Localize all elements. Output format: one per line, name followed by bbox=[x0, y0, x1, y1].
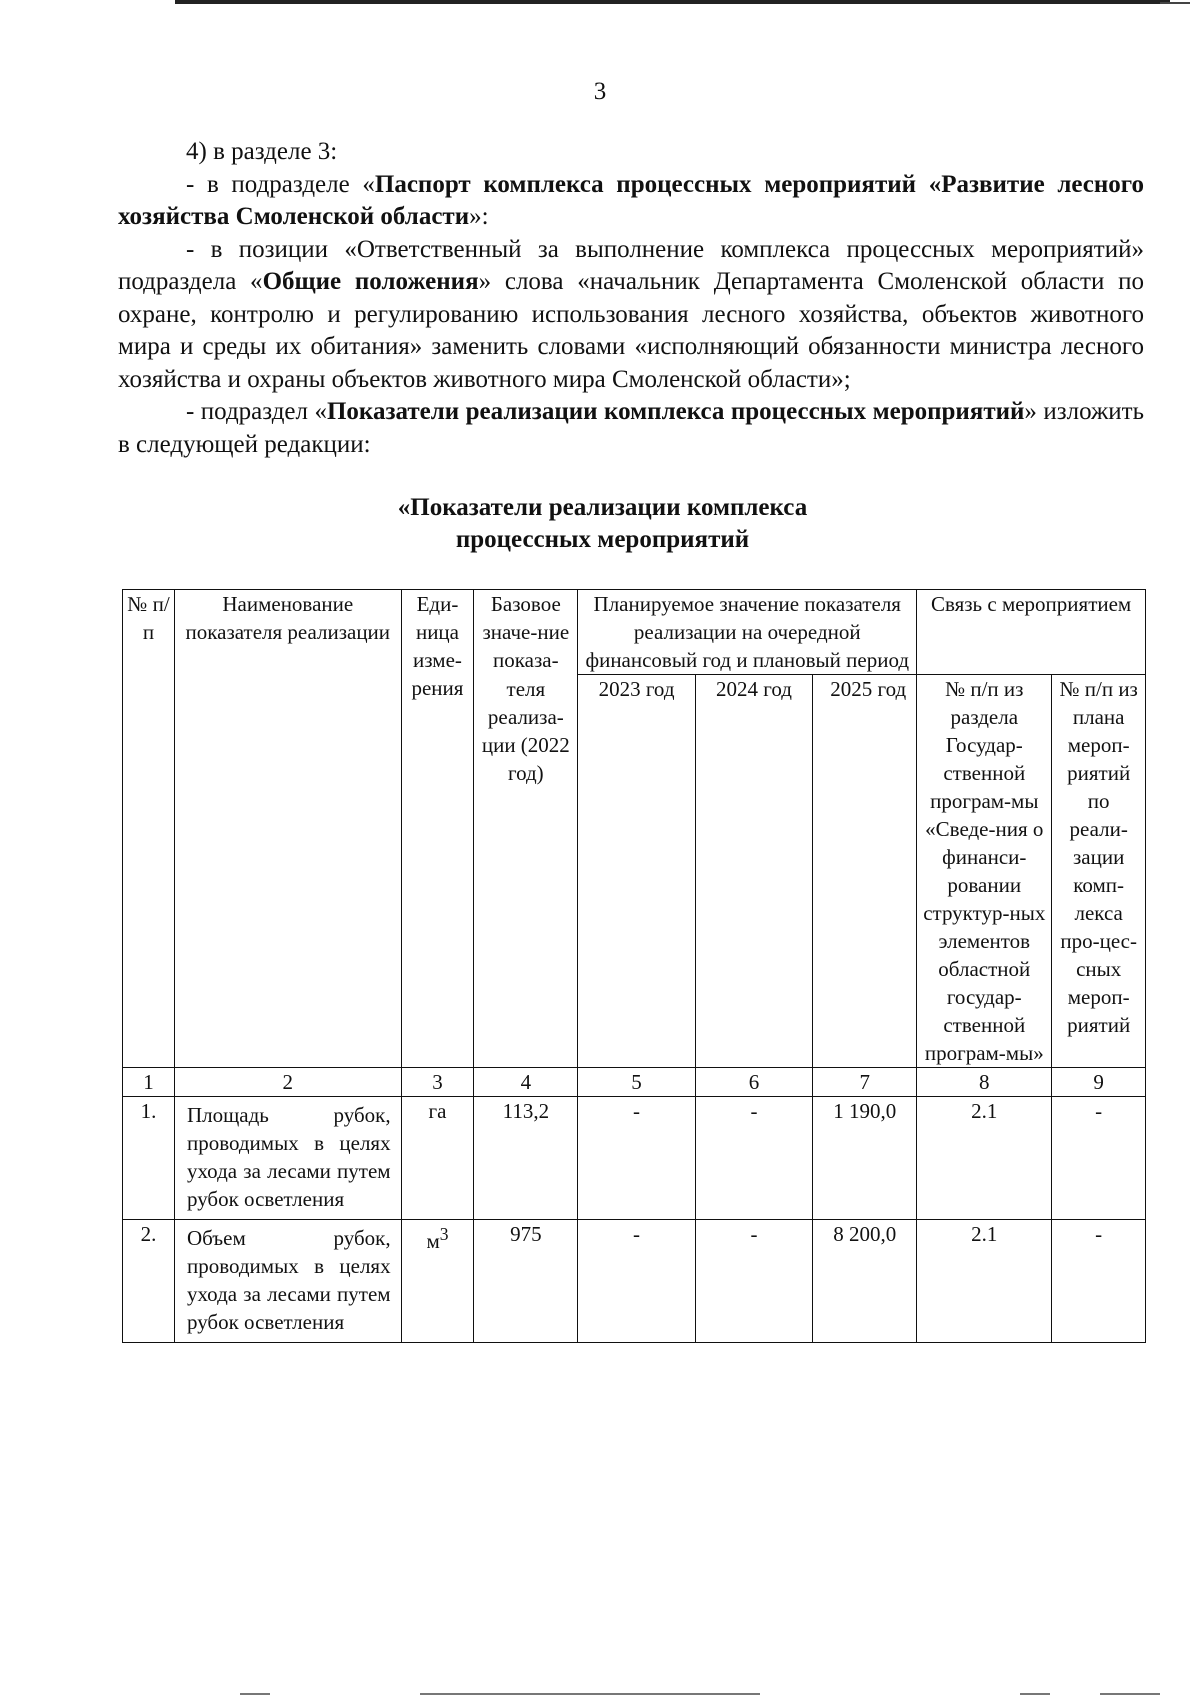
row-value-2024: - bbox=[695, 1097, 812, 1220]
header-name: Наименование показателя реализации bbox=[174, 590, 401, 1068]
intro-item-2: - в позиции «Ответственный за выполнение комплекса процессных мероприятий» подраздела «Общие положения» слова «начальник Департамента Смоленской области по охране, контролю и регулированию использования лесного хозяйства, объектов животного мира и среды их обитания» заменить словами «исполняющий обязанности министра лесного хозяйства и охраны объектов животного мира Смоленской области»; bbox=[118, 235, 1144, 393]
row-name: Площадь рубок, проводимых в целях ухода за лесами путем рубок осветления bbox=[174, 1097, 401, 1220]
row-link-plan: - bbox=[1052, 1220, 1146, 1343]
row-num: 1. bbox=[123, 1097, 175, 1220]
intro-item-3: - подраздел «Показатели реализации комплекса процессных мероприятий» изложить в следующей редакции: bbox=[118, 398, 1144, 458]
row-value-2023: - bbox=[578, 1220, 695, 1343]
header-year-2025: 2025 год bbox=[813, 675, 917, 1068]
header-planned-group: Планируемое значение показателя реализации на очередной финансовый год и плановый период bbox=[578, 590, 917, 675]
row-unit: $м^3$ bbox=[401, 1220, 474, 1343]
scan-top-edge-mark bbox=[1160, 2, 1190, 4]
row-value-2025: 1 190,0 bbox=[813, 1097, 917, 1220]
document-body bbox=[118, 136, 1144, 461]
page-number: 3 bbox=[593, 78, 607, 105]
scan-top-edge bbox=[175, 0, 1170, 4]
row-num: 2. bbox=[123, 1220, 175, 1343]
intro-line: 4) в разделе 3: bbox=[186, 138, 338, 165]
header-base-top: Базовое значе-ние показа- bbox=[474, 590, 578, 675]
row-base-value: 113,2 bbox=[474, 1097, 578, 1220]
header-link-group: Связь с мероприятием bbox=[917, 590, 1146, 675]
scan-bottom-mark bbox=[420, 1693, 760, 1695]
header-link-plan: № п/п из плана мероп-риятий по реали-зации комп-лекса про-цес-сных мероп-риятий bbox=[1052, 675, 1146, 1068]
header-unit: Еди-ница изме-рения bbox=[401, 590, 474, 1068]
row-link-state: 2.1 bbox=[917, 1097, 1052, 1220]
column-number: 6 bbox=[695, 1068, 812, 1097]
header-year-2023: 2023 год bbox=[578, 675, 695, 1068]
indicators-table bbox=[122, 589, 1146, 1343]
header-link-state-program: № п/п из раздела Государ-ственной програм-мы «Сведе-ния о финанси-ровании структур-ных элементов областной государ-ственной програм-мы» bbox=[917, 675, 1052, 1068]
scan-bottom-mark bbox=[1020, 1693, 1050, 1695]
table-row bbox=[123, 1097, 1146, 1220]
column-number: 9 bbox=[1052, 1068, 1146, 1097]
table-title-line-2: процессных мероприятий bbox=[455, 526, 750, 553]
row-base-value: 975 bbox=[474, 1220, 578, 1343]
header-row-1 bbox=[123, 590, 1146, 675]
header-num: № п/п bbox=[123, 590, 175, 1068]
header-year-2024: 2024 год bbox=[695, 675, 812, 1068]
row-unit: га bbox=[401, 1097, 474, 1220]
intro-item-1: - в подразделе «Паспорт комплекса процессных мероприятий «Развитие лесного хозяйства Смоленской области»: bbox=[118, 170, 1145, 230]
table-row bbox=[123, 1220, 1146, 1343]
row-value-2024: - bbox=[695, 1220, 812, 1343]
column-number: 1 bbox=[123, 1068, 175, 1097]
row-link-state: 2.1 bbox=[917, 1220, 1052, 1343]
column-number: 2 bbox=[174, 1068, 401, 1097]
row-link-plan: - bbox=[1052, 1097, 1146, 1220]
row-value-2025: 8 200,0 bbox=[813, 1220, 917, 1343]
column-number: 5 bbox=[578, 1068, 695, 1097]
column-number: 7 bbox=[813, 1068, 917, 1097]
column-number: 3 bbox=[401, 1068, 474, 1097]
table-title-line-1: «Показатели реализации комплекса bbox=[397, 494, 808, 521]
column-number: 8 bbox=[917, 1068, 1052, 1097]
row-value-2023: - bbox=[578, 1097, 695, 1220]
scan-bottom-mark bbox=[240, 1693, 270, 1695]
column-numbers-row bbox=[123, 1068, 1146, 1097]
table-title bbox=[0, 492, 1200, 556]
header-base-bottom: теля реализа-ции (2022 год) bbox=[474, 675, 578, 1068]
column-number: 4 bbox=[474, 1068, 578, 1097]
scan-bottom-mark bbox=[1100, 1693, 1160, 1695]
row-name: Объем рубок, проводимых в целях ухода за лесами путем рубок осветления bbox=[174, 1220, 401, 1343]
